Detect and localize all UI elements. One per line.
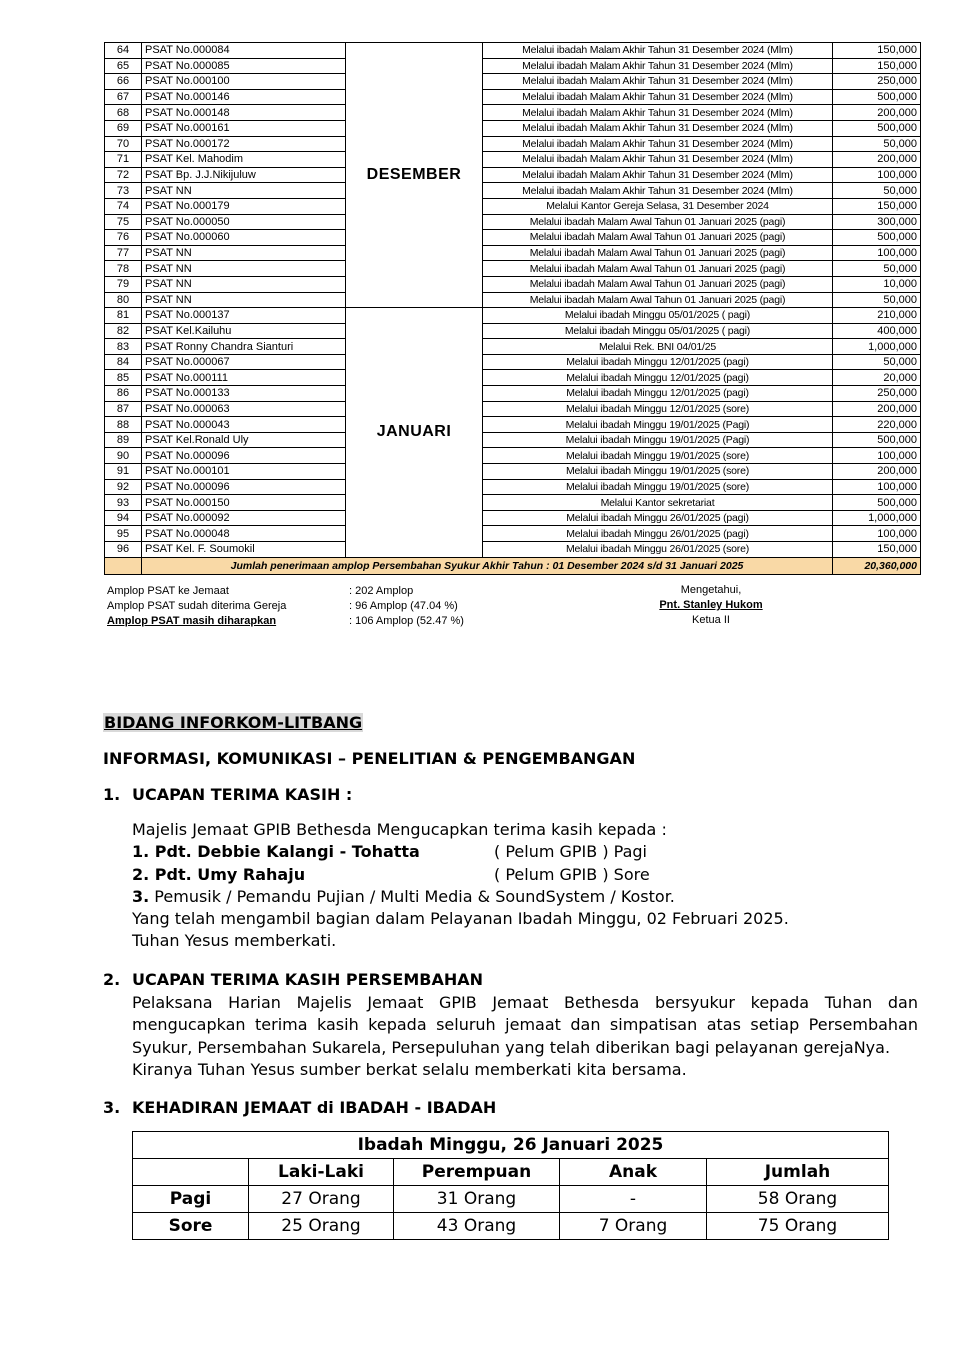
psat-row-amount: 50,000	[833, 292, 921, 308]
summary-value-received: : 96 Amplop (47.04 %)	[349, 600, 458, 612]
psat-row-description: Melalui ibadah Malam Akhir Tahun 31 Desember 2024 (Mlm)	[483, 43, 833, 59]
psat-row-amount: 210,000	[833, 308, 921, 324]
psat-row-number: 67	[105, 89, 142, 105]
summary-label-expected: Amplop PSAT masih diharapkan	[107, 615, 277, 627]
psat-row-number: 79	[105, 276, 142, 292]
psat-row-name: PSAT Bp. J.J.Nikijuluw	[142, 167, 346, 183]
psat-row-name: PSAT No.000179	[142, 198, 346, 214]
psat-row-description: Melalui ibadah Minggu 19/01/2025 (sore)	[483, 464, 833, 480]
psat-row-number: 90	[105, 448, 142, 464]
psat-row	[105, 370, 921, 386]
psat-row-amount: 500,000	[833, 230, 921, 246]
attendance-header-blank	[133, 1159, 249, 1186]
psat-row-description: Melalui ibadah Malam Awal Tahun 01 Januari 2025 (pagi)	[483, 230, 833, 246]
psat-row-description: Melalui ibadah Minggu 19/01/2025 (sore)	[483, 448, 833, 464]
section2-paragraph: Pelaksana Harian Majelis Jemaat GPIB Jemaat Bethesda bersyukur kepada Tuhan dan mengucapkan terima kasih kepada seluruh jemaat dan simpatisan atas setiap Persembahan Syukur, Persembahan Sukarela, Persepuluhan yang telah diberikan bagi pelayanan gerejaNya.	[132, 993, 918, 1057]
psat-row-amount: 20,000	[833, 370, 921, 386]
psat-row-description: Melalui ibadah Malam Akhir Tahun 31 Desember 2024 (Mlm)	[483, 167, 833, 183]
psat-table	[104, 42, 921, 575]
psat-row-number: 91	[105, 464, 142, 480]
attendance-row-label: Sore	[133, 1213, 249, 1240]
attendance-header-row	[133, 1159, 889, 1186]
psat-row	[105, 43, 921, 59]
psat-row-name: PSAT NN	[142, 276, 346, 292]
section1-intro: Majelis Jemaat GPIB Bethesda Mengucapkan terima kasih kepada :	[132, 820, 667, 839]
attendance-laki: 25 Orang	[249, 1213, 394, 1240]
psat-row	[105, 432, 921, 448]
psat-row-number: 89	[105, 432, 142, 448]
psat-row-amount: 150,000	[833, 43, 921, 59]
psat-row-number: 81	[105, 308, 142, 324]
section3-number: 3.	[103, 1098, 121, 1117]
psat-row	[105, 167, 921, 183]
thanks-item-3-number: 3.	[132, 886, 150, 906]
psat-row-description: Melalui ibadah Malam Akhir Tahun 31 Desember 2024 (Mlm)	[483, 89, 833, 105]
section3-heading	[103, 1097, 918, 1119]
attendance-perempuan: 31 Orang	[394, 1186, 560, 1213]
bidang-title-line	[103, 712, 918, 734]
bidang-title: BIDANG INFORKOM-LITBANG	[104, 713, 363, 732]
thanks-item-1	[132, 841, 918, 863]
psat-row-description: Melalui ibadah Minggu 26/01/2025 (pagi)	[483, 526, 833, 542]
psat-row-number: 69	[105, 120, 142, 136]
thanks-item-1-name: 1. Pdt. Debbie Kalangi - Tohatta	[132, 842, 420, 862]
psat-row-name: PSAT No.000150	[142, 495, 346, 511]
psat-row-name: PSAT No.000146	[142, 89, 346, 105]
psat-row-amount: 500,000	[833, 120, 921, 136]
psat-row-amount: 100,000	[833, 167, 921, 183]
psat-row-name: PSAT No.000111	[142, 370, 346, 386]
psat-row-number: 74	[105, 198, 142, 214]
psat-row-amount: 100,000	[833, 245, 921, 261]
psat-row-name: PSAT NN	[142, 292, 346, 308]
psat-row-description: Melalui ibadah Malam Akhir Tahun 31 Desember 2024 (Mlm)	[483, 74, 833, 90]
psat-row-name: PSAT No.000048	[142, 526, 346, 542]
attendance-perempuan: 43 Orang	[394, 1213, 560, 1240]
attendance-title: Ibadah Minggu, 26 Januari 2025	[133, 1132, 889, 1159]
summary-label-received: Amplop PSAT sudah diterima Gereja	[107, 600, 287, 612]
psat-row-amount: 500,000	[833, 495, 921, 511]
psat-row-name: PSAT NN	[142, 245, 346, 261]
psat-row-number: 72	[105, 167, 142, 183]
psat-row-number: 71	[105, 152, 142, 168]
psat-row-amount: 400,000	[833, 323, 921, 339]
psat-row-number: 70	[105, 136, 142, 152]
psat-row-number: 86	[105, 386, 142, 402]
psat-row-amount: 150,000	[833, 542, 921, 558]
psat-row-number: 87	[105, 401, 142, 417]
psat-total-label: Jumlah penerimaan amplop Persembahan Syukur Akhir Tahun : 01 Desember 2024 s/d 31 Januari 2025	[142, 557, 833, 574]
psat-row-amount: 250,000	[833, 386, 921, 402]
psat-row-number: 76	[105, 230, 142, 246]
psat-row	[105, 136, 921, 152]
psat-row-description: Melalui ibadah Malam Awal Tahun 01 Januari 2025 (pagi)	[483, 292, 833, 308]
psat-row	[105, 292, 921, 308]
section1-body	[132, 819, 918, 953]
psat-row-number: 93	[105, 495, 142, 511]
psat-row-description: Melalui ibadah Minggu 12/01/2025 (sore)	[483, 401, 833, 417]
psat-row-description: Melalui ibadah Minggu 19/01/2025 (Pagi)	[483, 417, 833, 433]
psat-row-description: Melalui ibadah Malam Awal Tahun 01 Januari 2025 (pagi)	[483, 245, 833, 261]
sign-title: Mengetahui,	[680, 584, 742, 596]
psat-row-amount: 200,000	[833, 105, 921, 121]
psat-row-description: Melalui ibadah Minggu 05/01/2025 ( pagi)	[483, 308, 833, 324]
psat-row-description: Melalui Rek. BNI 04/01/25	[483, 339, 833, 355]
psat-row-amount: 50,000	[833, 354, 921, 370]
psat-row-amount: 220,000	[833, 417, 921, 433]
psat-row-name: PSAT Ronny Chandra Sianturi	[142, 339, 346, 355]
psat-row	[105, 230, 921, 246]
psat-row-number: 64	[105, 43, 142, 59]
psat-row	[105, 198, 921, 214]
psat-row	[105, 448, 921, 464]
attendance-table	[132, 1131, 889, 1240]
section1-blessing: Tuhan Yesus memberkati.	[132, 931, 337, 951]
psat-row-name: PSAT Kel.Ronald Uly	[142, 432, 346, 448]
summary-label-sent: Amplop PSAT ke Jemaat	[107, 585, 229, 597]
psat-row-description: Melalui Kantor sekretariat	[483, 495, 833, 511]
psat-row-number: 85	[105, 370, 142, 386]
psat-row	[105, 120, 921, 136]
section2-heading	[103, 969, 918, 991]
psat-row	[105, 510, 921, 526]
psat-row-description: Melalui ibadah Minggu 12/01/2025 (pagi)	[483, 370, 833, 386]
psat-row-name: PSAT Kel. Mahodim	[142, 152, 346, 168]
psat-row	[105, 354, 921, 370]
psat-row	[105, 261, 921, 277]
psat-row-description: Melalui ibadah Malam Akhir Tahun 31 Desember 2024 (Mlm)	[483, 120, 833, 136]
section2-body	[132, 992, 918, 1081]
psat-row-number: 92	[105, 479, 142, 495]
psat-row-description: Melalui ibadah Minggu 12/01/2025 (pagi)	[483, 386, 833, 402]
section1-number: 1.	[103, 785, 121, 804]
psat-row-name: PSAT No.000133	[142, 386, 346, 402]
psat-row-description: Melalui Kantor Gereja Selasa, 31 Desember 2024	[483, 198, 833, 214]
psat-row-amount: 500,000	[833, 89, 921, 105]
psat-row	[105, 495, 921, 511]
psat-row	[105, 276, 921, 292]
psat-row-description: Melalui ibadah Minggu 26/01/2025 (pagi)	[483, 510, 833, 526]
psat-total-amount: 20,360,000	[833, 557, 921, 574]
psat-row-name: PSAT No.000096	[142, 479, 346, 495]
psat-row-name: PSAT Kel.Kailuhu	[142, 323, 346, 339]
psat-row-amount: 300,000	[833, 214, 921, 230]
thanks-item-3	[132, 886, 918, 908]
attendance-anak: -	[560, 1186, 707, 1213]
psat-row	[105, 308, 921, 324]
psat-row	[105, 526, 921, 542]
psat-row-name: PSAT No.000161	[142, 120, 346, 136]
sign-name: Pnt. Stanley Hukom	[659, 599, 763, 611]
psat-row-amount: 100,000	[833, 448, 921, 464]
psat-row	[105, 323, 921, 339]
psat-row-name: PSAT No.000137	[142, 308, 346, 324]
psat-row-description: Melalui ibadah Minggu 12/01/2025 (pagi)	[483, 354, 833, 370]
section2-number: 2.	[103, 970, 121, 989]
psat-row-number: 96	[105, 542, 142, 558]
psat-row-amount: 200,000	[833, 152, 921, 168]
psat-row	[105, 339, 921, 355]
psat-row-name: PSAT No.000148	[142, 105, 346, 121]
psat-row-amount: 200,000	[833, 401, 921, 417]
psat-row-number: 65	[105, 58, 142, 74]
psat-row-amount: 50,000	[833, 183, 921, 199]
section2-title: UCAPAN TERIMA KASIH PERSEMBAHAN	[132, 970, 484, 989]
psat-row-name: PSAT No.000092	[142, 510, 346, 526]
psat-row-name: PSAT NN	[142, 183, 346, 199]
psat-row-name: PSAT NN	[142, 261, 346, 277]
psat-row-name: PSAT No.000067	[142, 354, 346, 370]
thanks-item-2-name: 2. Pdt. Umy Rahaju	[132, 864, 306, 884]
attendance-row-label: Pagi	[133, 1186, 249, 1213]
psat-row-amount: 100,000	[833, 526, 921, 542]
psat-row-amount: 250,000	[833, 74, 921, 90]
section1-heading	[103, 784, 918, 806]
psat-row-number: 83	[105, 339, 142, 355]
section3-title: KEHADIRAN JEMAAT di IBADAH - IBADAH	[132, 1098, 497, 1117]
psat-row-number: 95	[105, 526, 142, 542]
psat-row-description: Melalui ibadah Malam Akhir Tahun 31 Desember 2024 (Mlm)	[483, 105, 833, 121]
psat-row	[105, 152, 921, 168]
psat-row	[105, 183, 921, 199]
psat-row-number: 75	[105, 214, 142, 230]
summary-value-expected: : 106 Amplop (52.47 %)	[349, 615, 464, 627]
psat-row-number: 84	[105, 354, 142, 370]
psat-row-description: Melalui ibadah Malam Akhir Tahun 31 Desember 2024 (Mlm)	[483, 58, 833, 74]
sign-role: Ketua II	[692, 614, 730, 626]
psat-row-description: Melalui ibadah Minggu 19/01/2025 (sore)	[483, 479, 833, 495]
psat-row	[105, 74, 921, 90]
psat-row	[105, 464, 921, 480]
month-desember: DESEMBER	[346, 43, 483, 308]
psat-row-number: 88	[105, 417, 142, 433]
psat-row	[105, 542, 921, 558]
attendance-title-row	[133, 1132, 889, 1159]
psat-row-amount: 50,000	[833, 261, 921, 277]
attendance-header-jumlah: Jumlah	[707, 1159, 889, 1186]
psat-row-number: 82	[105, 323, 142, 339]
psat-row	[105, 214, 921, 230]
psat-row-description: Melalui ibadah Minggu 05/01/2025 ( pagi)	[483, 323, 833, 339]
attendance-jumlah: 58 Orang	[707, 1186, 889, 1213]
bidang-subtitle: INFORMASI, KOMUNIKASI – PENELITIAN & PENGEMBANGAN	[103, 749, 636, 768]
psat-row-description: Melalui ibadah Minggu 26/01/2025 (sore)	[483, 542, 833, 558]
attendance-header-anak: Anak	[560, 1159, 707, 1186]
psat-row-amount: 10,000	[833, 276, 921, 292]
psat-row-name: PSAT No.000084	[142, 43, 346, 59]
psat-row-description: Melalui ibadah Malam Akhir Tahun 31 Desember 2024 (Mlm)	[483, 136, 833, 152]
psat-row	[105, 417, 921, 433]
psat-row-amount: 150,000	[833, 198, 921, 214]
psat-row-number: 73	[105, 183, 142, 199]
psat-row-name: PSAT No.000096	[142, 448, 346, 464]
attendance-jumlah: 75 Orang	[707, 1213, 889, 1240]
attendance-header-perempuan: Perempuan	[394, 1159, 560, 1186]
psat-row-number: 94	[105, 510, 142, 526]
psat-row-name: PSAT No.000050	[142, 214, 346, 230]
psat-row-description: Melalui ibadah Minggu 19/01/2025 (Pagi)	[483, 432, 833, 448]
section2-closing: Kiranya Tuhan Yesus sumber berkat selalu memberkati kita bersama.	[132, 1059, 687, 1079]
section1-title: UCAPAN TERIMA KASIH :	[132, 785, 353, 804]
psat-row-name: PSAT No.000060	[142, 230, 346, 246]
psat-row	[105, 89, 921, 105]
psat-row-amount: 200,000	[833, 464, 921, 480]
psat-row-description: Melalui ibadah Malam Awal Tahun 01 Januari 2025 (pagi)	[483, 276, 833, 292]
psat-total-row	[105, 557, 921, 574]
month-januari: JANUARI	[346, 308, 483, 558]
psat-row-amount: 50,000	[833, 136, 921, 152]
psat-row-description: Melalui ibadah Malam Awal Tahun 01 Januari 2025 (pagi)	[483, 261, 833, 277]
psat-row-description: Melalui ibadah Malam Akhir Tahun 31 Desember 2024 (Mlm)	[483, 183, 833, 199]
attendance-row-sore	[133, 1213, 889, 1240]
psat-row-number: 77	[105, 245, 142, 261]
summary-value-sent: : 202 Amplop	[349, 585, 414, 597]
thanks-item-3-text: Pemusik / Pemandu Pujian / Multi Media & SoundSystem / Kostor.	[149, 886, 675, 906]
psat-row-number: 80	[105, 292, 142, 308]
thanks-item-2	[132, 864, 918, 886]
psat-row	[105, 245, 921, 261]
thanks-item-1-role: ( Pelum GPIB ) Pagi	[494, 842, 647, 862]
psat-row-number: 68	[105, 105, 142, 121]
attendance-anak: 7 Orang	[560, 1213, 707, 1240]
attendance-row-pagi	[133, 1186, 889, 1213]
psat-row-description: Melalui ibadah Malam Awal Tahun 01 Januari 2025 (pagi)	[483, 214, 833, 230]
psat-row-name: PSAT No.000172	[142, 136, 346, 152]
thanks-item-2-role: ( Pelum GPIB ) Sore	[494, 864, 650, 884]
attendance-header-laki: Laki-Laki	[249, 1159, 394, 1186]
psat-row-amount: 100,000	[833, 479, 921, 495]
psat-row-amount: 150,000	[833, 58, 921, 74]
psat-row-name: PSAT No.000100	[142, 74, 346, 90]
psat-row-description: Melalui ibadah Malam Akhir Tahun 31 Desember 2024 (Mlm)	[483, 152, 833, 168]
attendance-laki: 27 Orang	[249, 1186, 394, 1213]
psat-row-amount: 1,000,000	[833, 510, 921, 526]
psat-row-name: PSAT No.000063	[142, 401, 346, 417]
psat-row-name: PSAT No.000043	[142, 417, 346, 433]
psat-row	[105, 58, 921, 74]
psat-row-name: PSAT Kel. F. Soumokil	[142, 542, 346, 558]
psat-total-blank	[105, 557, 142, 574]
psat-row-amount: 1,000,000	[833, 339, 921, 355]
psat-row	[105, 479, 921, 495]
psat-row	[105, 401, 921, 417]
psat-row-number: 78	[105, 261, 142, 277]
section1-taken-line: Yang telah mengambil bagian dalam Pelayanan Ibadah Minggu, 02 Februari 2025.	[132, 909, 789, 929]
psat-row-amount: 500,000	[833, 432, 921, 448]
psat-row-number: 66	[105, 74, 142, 90]
psat-row	[105, 105, 921, 121]
psat-row-name: PSAT No.000085	[142, 58, 346, 74]
psat-table-body	[105, 43, 921, 575]
psat-row	[105, 386, 921, 402]
psat-row-name: PSAT No.000101	[142, 464, 346, 480]
